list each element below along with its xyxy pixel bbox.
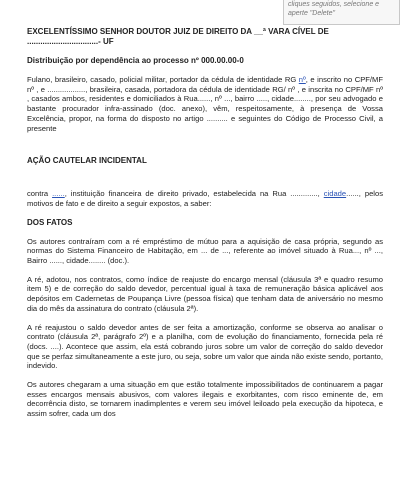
facts-paragraph-2: A ré, adotou, nos contratos, como índice de reajuste do encargo mensal (cláusula 3ª e quadro resumo item 5) e de correção do saldo devedor, percentual igual à taxa de remuneração básica aplicável aos depósitos em Cadernetas de Poupança Livre (pessoa física) que tenham data de aniversário no mesmo dia do mês da assinatura do contrato (cláusula 2ª). — [27, 274, 383, 313]
against-text-a: contra — [27, 189, 53, 199]
parties-text-b: , e inscrito no CPF/MF nº , e .................., brasileira, casada, portadora da cédula de identidade RG/ nº , e inscrita no CPF/MF nº , casados ambos, residentes e domiciliados à Rua......, nº ..., bairro ....., cidade........, por seu advogado e bastante procurador infra-assinado (doc. anexo), vêm, respeitosamente, à presença de Vossa Excelência, propor, na forma do disposto no artigo .......... e seguintes do Código de Processo Civil, a presente — [27, 75, 383, 133]
facts-title: DOS FATOS — [27, 217, 73, 227]
court-title-line1: EXCELENTÍSSIMO SENHOR DOUTOR JUIZ DE DIREITO DA __ª VARA CÍVEL DE — [27, 27, 329, 36]
instruction-note — [283, 0, 400, 25]
action-title: AÇÃO CAUTELAR INCIDENTAL — [27, 156, 147, 166]
facts-paragraph-4: Os autores chegaram a uma situação em que estão totalmente impossibilitados de continuarem a pagar esses encargos mensais abusivos, com valores ilegais e exorbitantes, com risco eminente de, em decorrência disto, se tornarem inadimplentes e verem seu imóvel leiloado pela execução da hipoteca, e assim sofrer, cada um dos — [27, 380, 383, 419]
distribution-line: Distribuição por dependência ao processo nº 000.00.00-0 — [27, 56, 244, 65]
parties-paragraph — [27, 75, 383, 133]
court-title-line2: ................................- UF — [27, 37, 114, 46]
parties-text-a: Fulano, brasileiro, casado, policial militar, portador da cédula de identidade RG — [27, 75, 299, 84]
against-text-c: ......, pelos motivos de fato e de direito a seguir expostos, a saber: — [27, 189, 383, 208]
facts-paragraph-3: A ré reajustou o saldo devedor antes de ser feita a amortização, conforme se observa ao analisar o contrato (cláusula 2ª, parágrafo 2º) e a planilha, com de evolução do financiamento, fornecida pela ré (docs. ....). Acontece que assim, ela está cobrando juros sobre um valor de correção do saldo devedor que se perfaz simultaneamente a este juro, ou seja, sobre um valor que ainda não existe sendo, portanto, indevido. — [27, 322, 383, 371]
document-page — [27, 27, 383, 419]
against-paragraph — [27, 189, 383, 208]
parties-link[interactable]: nº — [298, 75, 306, 84]
city-link[interactable]: cidade — [323, 189, 347, 199]
against-text-b: , instituição financeira de direito privado, estabelecida na Rua ............., — [64, 189, 324, 199]
instruction-note-text: cliques seguidos, selecione e aperte "Delete" — [288, 1, 380, 17]
facts-paragraph-1: Os autores contraíram com a ré empréstimo de mútuo para a aquisição de casa própria, segundo as normas do Sistema Financeiro de Habitação, em ... de ..., referente ao imóvel situado à Rua..., nº ..., Bairro ......, cidade........ (doc.). — [27, 236, 383, 266]
defendant-link[interactable]: ...... — [52, 189, 65, 199]
